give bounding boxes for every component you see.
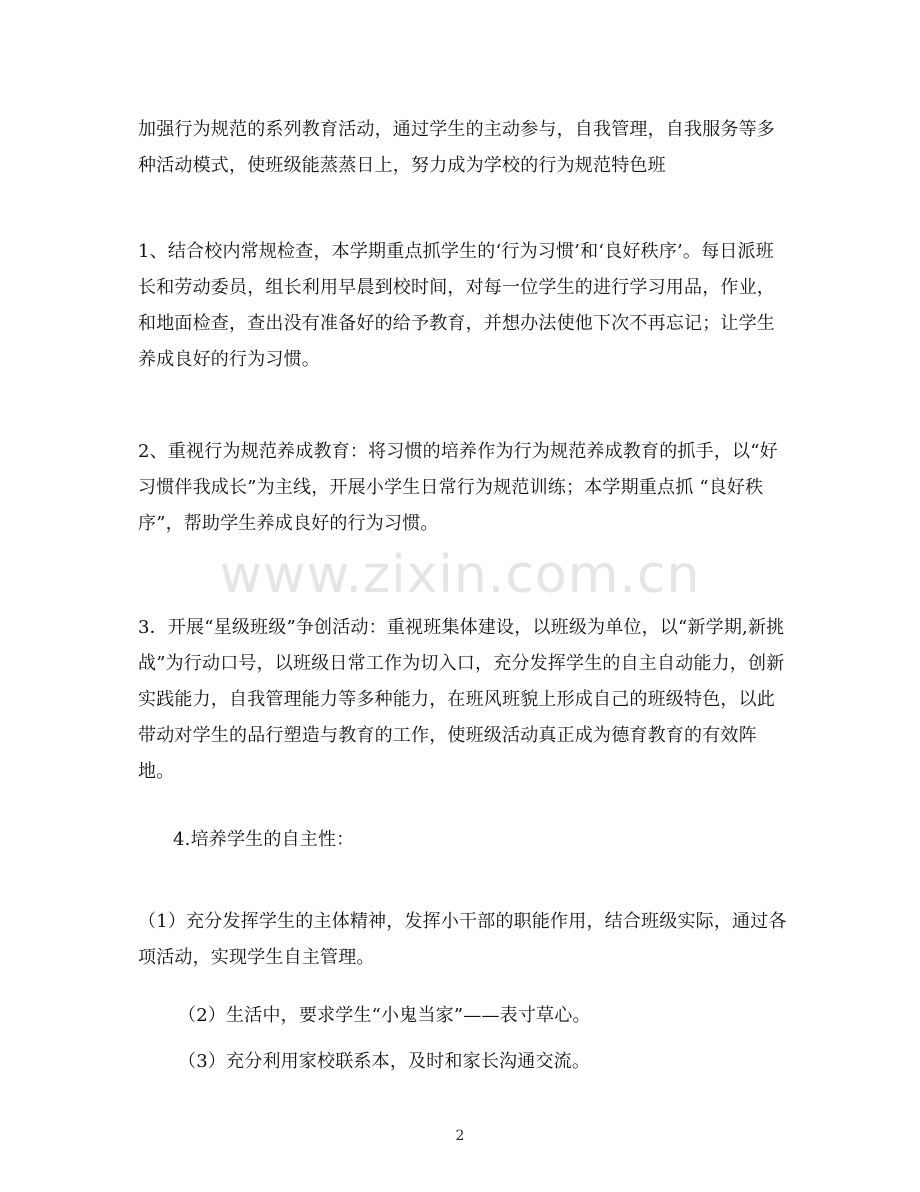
paragraph-item-3: 3．开展“星级班级”争创活动：重视班集体建设，以班级为单位，以“新学期,新挑战”为行动口号，以班级日常工作为切入口，充分发挥学生的自主自动能力，创新实践能力，自我管理能力等多种能力，在班风班貌上形成自己的班级特色，以此带动对学生的品行塑造与教育的工作，使班级活动真正成为德育教育的有效阵地。 bbox=[138, 617, 785, 782]
paragraph-subitem-2: （2）生活中，要求学生“小鬼当家”——表寸草心。 bbox=[178, 1005, 591, 1026]
paragraph-item-1: 1、结合校内常规检查，本学期重点抓学生的‘行为习惯’和‘良好秩序’。每日派班长和劳动委员，组长利用早晨到校时间，对每一位学生的进行学习用品，作业，和地面检查，查出没有准备好的给予教育，并想办法使他下次不再忘记；让学生养成良好的行为习惯。 bbox=[138, 241, 775, 370]
paragraph-subitem-1: （1）充分发挥学生的主体精神，发挥小干部的职能作用，结合班级实际，通过各项活动，实现学生自主管理。 bbox=[138, 911, 787, 968]
paragraph-item-2: 2、重视行为规范养成教育：将习惯的培养作为行为规范养成教育的抓手，以“好习惯伴我成长”为主线，开展小学生日常行为规范训练；本学期重点抓 “良好秩序”，帮助学生养成良好的行为习惯。 bbox=[138, 441, 778, 534]
paragraph-subitem-3: （3）充分利用家校联系本，及时和家长沟通交流。 bbox=[178, 1051, 591, 1072]
page-number: 2 bbox=[455, 1128, 465, 1144]
paragraph-item-4-heading: 4.培养学生的自主性： bbox=[173, 829, 355, 850]
paragraph-intro: 加强行为规范的系列教育活动，通过学生的主动参与，自我管理，自我服务等多种活动模式，使班级能蒸蒸日上，努力成为学校的行为规范特色班 bbox=[138, 119, 775, 176]
watermark: www.zixin.com.cn bbox=[219, 545, 701, 605]
